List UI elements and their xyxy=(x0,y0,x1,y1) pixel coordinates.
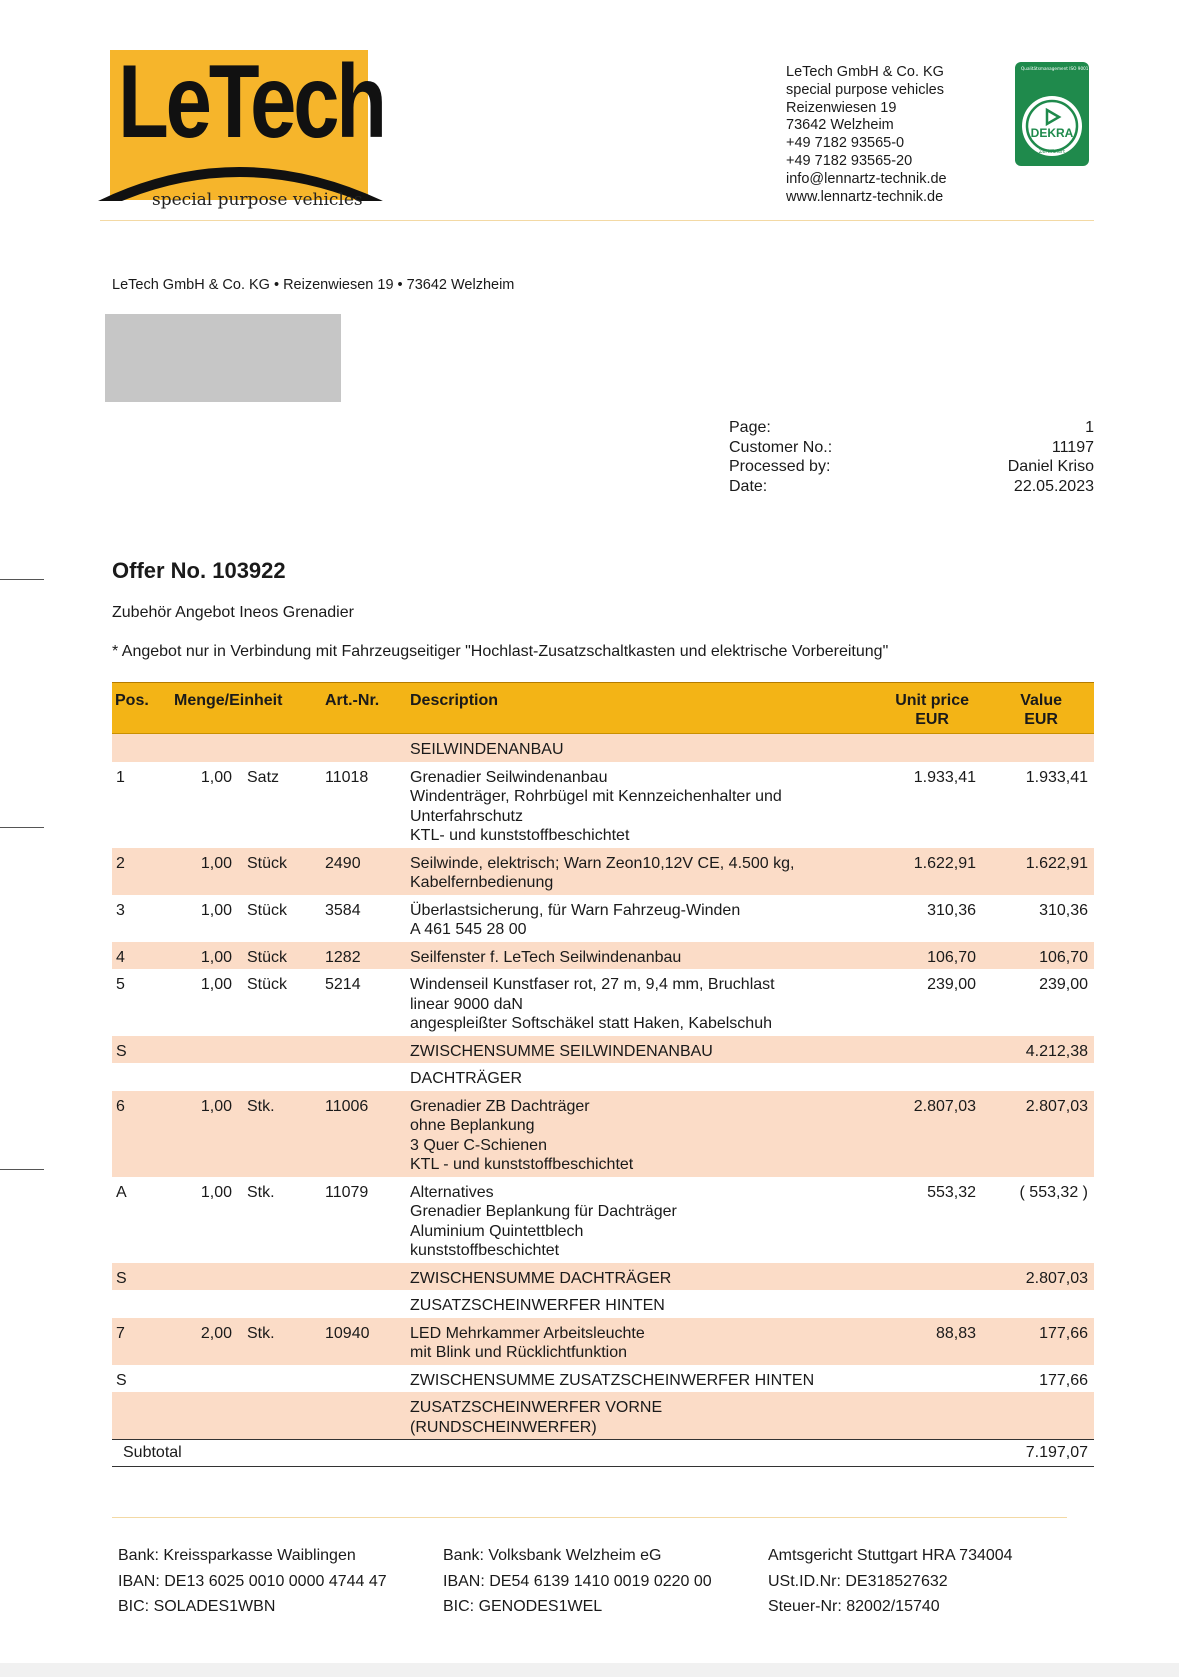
cell-unit: Stück xyxy=(247,948,288,966)
description-line: ZWISCHENSUMME ZUSATZSCHEINWERFER HINTEN xyxy=(410,1371,815,1389)
cell-qty: 1,00 xyxy=(200,948,232,966)
cell-unit-price: 1.622,91 xyxy=(913,854,976,872)
table-row xyxy=(112,762,1094,848)
cell-value: ( 553,32 ) xyxy=(1019,1183,1088,1201)
table-row xyxy=(112,1392,1094,1439)
table-row xyxy=(112,1177,1094,1263)
header-value: Value EUR xyxy=(1020,692,1062,728)
table-row xyxy=(112,1318,1094,1365)
cell-value: 310,36 xyxy=(1039,901,1088,919)
badge-brand: DEKRA xyxy=(1030,126,1074,140)
table-row xyxy=(112,1091,1094,1177)
description-line: Alternatives xyxy=(410,1183,494,1201)
cell-description xyxy=(410,1296,665,1316)
cell-article: 2490 xyxy=(325,854,361,872)
cell-value: 106,70 xyxy=(1039,948,1088,966)
cell-description xyxy=(410,1183,677,1261)
cell-unit: Satz xyxy=(247,768,280,786)
cell-qty: 1,00 xyxy=(200,1097,232,1115)
cell-description xyxy=(410,1371,814,1391)
meta-label: Page: xyxy=(729,419,771,436)
fold-mark xyxy=(0,1169,44,1170)
cell-unit: Stk. xyxy=(247,1324,275,1342)
meta-row-customer xyxy=(729,438,1094,458)
company-line: Reizenwiesen 19 xyxy=(786,99,897,116)
meta-value: 11197 xyxy=(1051,438,1094,456)
description-line: ZUSATZSCHEINWERFER HINTEN xyxy=(410,1297,665,1314)
table-row xyxy=(112,969,1094,1036)
cell-unit-price: 310,36 xyxy=(927,901,976,919)
meta-label: Date: xyxy=(729,477,768,495)
cell-qty: 1,00 xyxy=(200,976,232,993)
badge-top-text: Qualitätsmanagement ISO 9001 xyxy=(1021,66,1089,71)
cell-article: 11079 xyxy=(325,1183,369,1201)
description-line: Grenadier Beplankung für Dachträger xyxy=(410,1203,677,1220)
cell-pos: 1 xyxy=(116,768,125,786)
description-line: Windenträger, Rohrbügel mit Kennzeichenhalter und xyxy=(410,788,782,805)
cell-pos: 4 xyxy=(116,948,125,966)
cell-value: 1.933,41 xyxy=(1025,768,1088,786)
description-line: linear 9000 daN xyxy=(410,995,523,1013)
description-line: ZWISCHENSUMME DACHTRÄGER xyxy=(410,1269,672,1287)
logo-tagline: special purpose vehicles xyxy=(152,190,363,210)
page-bottom-edge xyxy=(0,1663,1179,1677)
header-qty-unit: Menge/Einheit xyxy=(174,692,283,709)
cell-description xyxy=(410,1398,662,1437)
cell-qty: 1,00 xyxy=(200,1183,232,1201)
cell-value: 177,66 xyxy=(1039,1371,1088,1389)
meta-value: 1 xyxy=(1085,419,1094,436)
cell-description xyxy=(410,740,564,760)
cell-pos: S xyxy=(116,1269,127,1287)
cell-article: 3584 xyxy=(325,901,361,919)
offer-items-table xyxy=(112,682,1094,1467)
cell-description xyxy=(410,1069,522,1089)
description-line: Grenadier ZB Dachträger xyxy=(410,1097,590,1115)
meta-value: Daniel Kriso xyxy=(1007,458,1094,475)
table-row xyxy=(112,942,1094,970)
cell-value: 1.622,91 xyxy=(1025,854,1088,872)
cell-unit-price: 88,83 xyxy=(935,1324,976,1342)
company-line: LeTech GmbH & Co. KG xyxy=(786,64,944,80)
header-unit-price: Unit price EUR xyxy=(895,692,969,728)
description-line: A 461 545 28 00 xyxy=(410,921,527,938)
meta-row-date xyxy=(729,477,1094,497)
cell-description xyxy=(410,854,795,893)
cell-article: 11006 xyxy=(325,1097,369,1115)
description-line: SEILWINDENANBAU xyxy=(410,741,564,758)
document-meta xyxy=(729,418,1094,496)
footer-col-bank-1: Bank: Kreissparkasse Waiblingen IBAN: DE13 6025 0010 0000 4744 47 BIC: SOLADES1WBN xyxy=(118,1547,387,1615)
cell-article: 10940 xyxy=(325,1324,370,1342)
footer-col-registry: Amtsgericht Stuttgart HRA 734004 USt.ID.Nr: DE318527632 Steuer-Nr: 82002/15740 xyxy=(768,1547,1013,1615)
cell-description xyxy=(410,768,782,846)
table-row xyxy=(112,1365,1094,1393)
meta-label: Customer No.: xyxy=(729,438,833,456)
cell-description xyxy=(410,1097,633,1175)
cell-value: 4.212,38 xyxy=(1025,1042,1088,1060)
cell-value: 177,66 xyxy=(1039,1324,1088,1342)
cell-article: 11018 xyxy=(325,768,369,786)
description-line: DACHTRÄGER xyxy=(410,1070,523,1087)
company-website: www.lennartz-technik.de xyxy=(786,188,944,205)
meta-row-page xyxy=(729,418,1094,438)
meta-row-processed-by xyxy=(729,457,1094,477)
table-body xyxy=(112,734,1094,1439)
header-divider xyxy=(100,220,1094,221)
cell-article: 5214 xyxy=(325,976,361,993)
table-row xyxy=(112,734,1094,762)
company-line: special purpose vehicles xyxy=(786,81,944,98)
cell-qty: 2,00 xyxy=(200,1324,232,1342)
description-line: Aluminium Quintettblech xyxy=(410,1222,584,1240)
table-row xyxy=(112,1063,1094,1091)
table-row xyxy=(112,1036,1094,1064)
cell-unit: Stück xyxy=(247,901,288,919)
cell-pos: S xyxy=(116,1371,127,1389)
company-email: info@lennartz-technik.de xyxy=(786,170,947,187)
cell-pos: 2 xyxy=(116,854,125,872)
description-line: mit Blink und Rücklichtfunktion xyxy=(410,1344,627,1361)
cell-unit-price: 106,70 xyxy=(927,948,976,966)
meta-value: 22.05.2023 xyxy=(1013,477,1094,495)
cell-unit-price: 553,32 xyxy=(927,1183,976,1201)
header-description: Description xyxy=(410,692,499,709)
cell-description xyxy=(410,1042,713,1062)
punch-mark xyxy=(0,827,44,828)
footer-divider xyxy=(112,1517,1067,1518)
description-line: Grenadier Seilwindenanbau xyxy=(410,768,608,786)
cell-qty: 1,00 xyxy=(200,768,232,786)
table-header xyxy=(112,682,1094,734)
company-line: +49 7182 93565-20 xyxy=(786,152,913,169)
cell-description xyxy=(410,1269,671,1289)
cell-pos: 3 xyxy=(116,901,125,919)
description-line: KTL - und kunststoffbeschichtet xyxy=(410,1156,634,1173)
fold-mark xyxy=(0,579,44,580)
company-logo xyxy=(98,44,388,213)
logo-wordmark: LeTech xyxy=(118,44,384,160)
cell-unit-price: 1.933,41 xyxy=(913,768,976,786)
footer-col-bank-2: Bank: Volksbank Welzheim eG IBAN: DE54 6139 1410 0019 0220 00 BIC: GENODES1WEL xyxy=(443,1547,712,1615)
cell-pos: 7 xyxy=(116,1324,125,1342)
cell-unit-price: 2.807,03 xyxy=(913,1097,976,1115)
description-line: Überlastsicherung, für Warn Fahrzeug-Winden xyxy=(410,901,741,919)
description-line: angespleißter Softschäkel statt Haken, Kabelschuh xyxy=(410,1015,772,1032)
table-row xyxy=(112,895,1094,942)
description-line: Seilfenster f. LeTech Seilwindenanbau xyxy=(410,948,682,966)
cell-unit: Stück xyxy=(247,854,288,872)
cell-description xyxy=(410,1324,645,1363)
cell-description xyxy=(410,901,740,940)
cell-pos: A xyxy=(116,1183,127,1201)
cell-pos: S xyxy=(116,1042,127,1060)
offer-note: * Angebot nur in Verbindung mit Fahrzeugseitiger "Hochlast-Zusatzschaltkasten und elektrische Vorbereitung" xyxy=(112,643,889,660)
company-line: 73642 Welzheim xyxy=(786,117,894,134)
cell-value: 2.807,03 xyxy=(1025,1097,1088,1115)
description-line: ZUSATZSCHEINWERFER VORNE xyxy=(410,1399,663,1416)
description-line: Unterfahrschutz xyxy=(410,807,523,825)
cell-qty: 1,00 xyxy=(200,901,232,919)
cell-pos: 5 xyxy=(116,976,125,993)
cell-unit: Stück xyxy=(247,976,288,993)
cell-value: 239,00 xyxy=(1039,976,1088,993)
cell-unit-price: 239,00 xyxy=(927,976,976,993)
subtotal-label: Subtotal xyxy=(123,1444,182,1461)
company-address xyxy=(786,64,947,206)
offer-title: Offer No. 103922 xyxy=(112,558,286,583)
redacted-recipient-address xyxy=(105,314,341,402)
subtotal-row xyxy=(112,1439,1094,1467)
description-line: Seilwinde, elektrisch; Warn Zeon10,12V CE, 4.500 kg, xyxy=(410,854,795,872)
cell-qty: 1,00 xyxy=(200,854,232,872)
table-row xyxy=(112,1290,1094,1318)
cell-article: 1282 xyxy=(325,948,361,966)
offer-subtitle: Zubehör Angebot Ineos Grenadier xyxy=(112,604,354,621)
table-row xyxy=(112,1263,1094,1291)
cell-value: 2.807,03 xyxy=(1025,1269,1088,1287)
description-line: Kabelfernbedienung xyxy=(410,874,554,891)
description-line: ZWISCHENSUMME SEILWINDENANBAU xyxy=(410,1042,713,1060)
meta-label: Processed by: xyxy=(729,458,831,475)
header-pos: Pos. xyxy=(115,692,149,709)
description-line: 3 Quer C-Schienen xyxy=(410,1136,547,1154)
header-article: Art.-Nr. xyxy=(325,692,380,709)
badge-bottom-text: Zertifiziert xyxy=(1038,149,1066,155)
cell-unit: Stk. xyxy=(247,1183,275,1201)
dekra-certification-badge xyxy=(1015,62,1089,166)
description-line: (RUNDSCHEINWERFER) xyxy=(410,1418,597,1436)
cell-description xyxy=(410,948,681,968)
cell-pos: 6 xyxy=(116,1097,125,1115)
cell-unit: Stk. xyxy=(247,1097,275,1115)
description-line: KTL- und kunststoffbeschichtet xyxy=(410,827,630,844)
cell-description xyxy=(410,975,775,1034)
table-row xyxy=(112,848,1094,895)
company-line: +49 7182 93565-0 xyxy=(786,135,905,152)
description-line: Windenseil Kunstfaser rot, 27 m, 9,4 mm, Bruchlast xyxy=(410,976,775,993)
description-line: kunststoffbeschichtet xyxy=(410,1242,560,1259)
description-line: ohne Beplankung xyxy=(410,1117,535,1134)
subtotal-value: 7.197,07 xyxy=(1025,1444,1088,1461)
description-line: LED Mehrkammer Arbeitsleuchte xyxy=(410,1324,645,1342)
sender-return-address: LeTech GmbH & Co. KG • Reizenwiesen 19 • 73642 Welzheim xyxy=(112,277,515,293)
